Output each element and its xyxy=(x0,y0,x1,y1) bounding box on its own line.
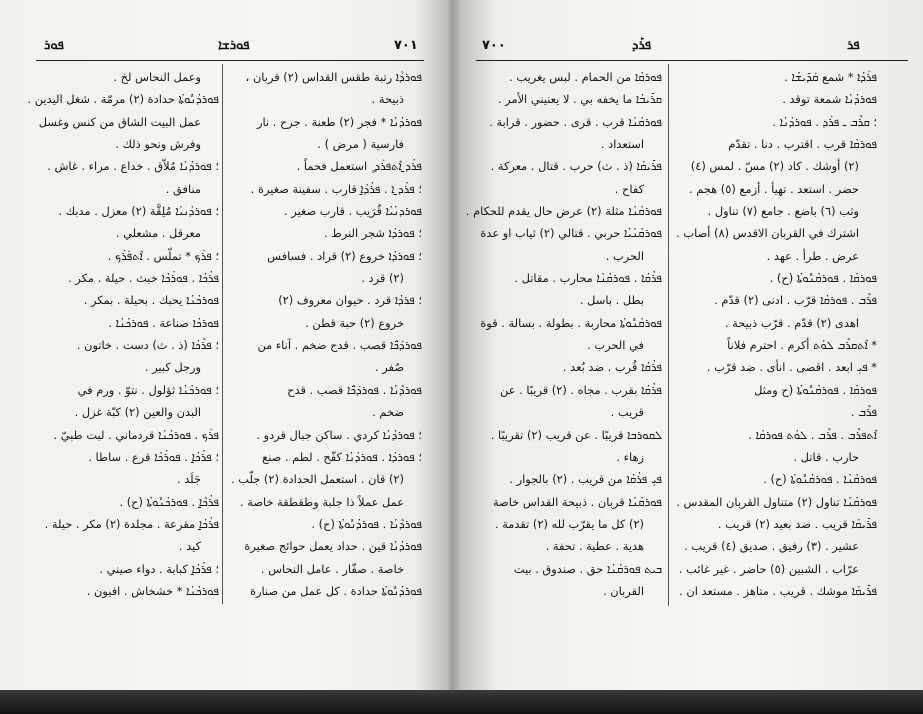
dictionary-line: ܦܪܺܝܩܳܐ (ذ . ث) حرب . قتال . معركة . xyxy=(490,159,662,174)
left-header-rule xyxy=(36,60,424,61)
dictionary-line: ܦܘܪܩܳܢܳܐ قرب . قرى . حضور . قرابة . xyxy=(489,114,662,129)
dictionary-line: ܦܪܳܟ̱ܳܐ مقرعة . مجلدة (٢) مكر . حيلة . xyxy=(44,516,219,531)
dictionary-line: ܦܘܪܕܵܐ رتبة طقس القداس (٢) قربان ، xyxy=(245,70,422,84)
dictionary-line: ܦܪܶܒ . ܦܘܪܩܳܐ قرّب . ادنى (٢) قدّم . xyxy=(714,293,877,308)
dictionary-line: اشترك في القربان الاقدس (٨) أصاب . xyxy=(676,226,859,241)
left-running-head-center: ܦܘܪܫܐ xyxy=(218,38,250,53)
dictionary-line: خاصة . صفّار . عامل النحاس . xyxy=(260,561,404,576)
dictionary-line: ؛ ܦܪܶܟܳܐ (ذ . ث) دست . خاتون . xyxy=(76,338,219,353)
dictionary-line: ܦܘܪܕܰܟ̈ܶܐ قصب . قدح ضخم . آناء من xyxy=(257,338,422,353)
dictionary-line: ܦܪܳܟ̱ܶܐ . ܦܘܪܟܳܢܽܘܬܳܐ (ح) . xyxy=(119,494,219,509)
dictionary-line: حضر . استعد . تهيأ . أزمع (٥) هجم . xyxy=(688,181,859,196)
dictionary-line: ܦܘܪܕܢܳܝܳܐ قُرَيب . قارب صغير . xyxy=(284,204,422,219)
dictionary-line: خروع (٢) حبة قطن . xyxy=(305,315,404,330)
dictionary-line: ܦܘܪܕܳܢܳܐ * فجر (٢) طعنة . جرح . نار xyxy=(256,114,422,129)
dictionary-line: ܦܘܪܕܳܢܳܐ شمعة توقد . xyxy=(782,92,877,107)
dictionary-line: ܦܘܪܩܳܐ من الحمام . لبس يغريب . xyxy=(509,70,662,84)
dictionary-line: ؛ ܦܪܳܟ̱ܳܐ . ܦܘܪܳܟܳܐ قرع . ساطا . xyxy=(88,449,219,464)
dictionary-line: ؛ ܦܘܪܕܳܢܳܐ مُلاّق . خداع . مراء . غاش . xyxy=(47,159,219,174)
dictionary-line: ܦܘܪܕܳܢܽܘܬܳܐ حدادة (٢) مرمّة . شغل اليدين . xyxy=(27,92,219,107)
dictionary-line: ܦܪܳܩܳܐ قُرب . ضد بُعد . xyxy=(562,360,662,375)
dictionary-line: ؛ ܦܪܰܟ * تملّس . ܐܶܬܦܰܪܰܟ . xyxy=(107,248,219,263)
left-running-head-corner: ܦܘܪ xyxy=(44,38,64,53)
dictionary-line: ضخم . xyxy=(372,405,404,420)
scanner-bottom-edge xyxy=(0,690,923,714)
dictionary-line: فارسية ( مرض ) . xyxy=(317,137,404,152)
dictionary-line: زهاء . xyxy=(616,449,644,464)
dictionary-line: ܦܪܰܕܳܐ * شمع ܩܰܕܺܝܫܳܐ . xyxy=(784,70,877,84)
dictionary-line: (٢) أوشك . كاد (٢) مسّ . لمس (٤) xyxy=(690,159,859,174)
dictionary-line: ܠܩܘܪܒܐ قريبًا . عن قريب (٢) تقريبًا . xyxy=(490,427,662,442)
dictionary-line: ؛ ܦܘܪܕܳܐ . ܦܘܪܕܳܢܳܐ كفّح . لطم . صنع xyxy=(262,449,422,464)
dictionary-line: ܦܪܳܟܳܐ . ܦܘܪܳܟܳܐ خبث . حيلة . مكر . xyxy=(68,271,219,286)
dictionary-line: ܦܪܳܕ̱ ܐܶܬܦܪܰܕ ٍ استعمل فحماً . xyxy=(296,159,422,174)
dictionary-line: ؛ ܦܘܪܕܳܐ خروع (٢) قراد . فسافس xyxy=(267,248,422,263)
dictionary-line: ؛ ܩܪܶܒ ـ ܦܪܰܕ . ܦܘܪܕܳܢܳܐ . xyxy=(772,114,877,129)
dictionary-line: * ܐܶܬܩܪܶܒ ܠܘܳܬ أكرم . احترم فلاناً xyxy=(727,338,877,353)
dictionary-line: وفرش ونحو ذلك . xyxy=(115,137,201,152)
dictionary-line: ورجل كبير . xyxy=(144,360,201,375)
dictionary-line: البدن والعين (٢) كبّة غزل . xyxy=(74,405,201,420)
dictionary-line: معرقل . مشعلي . xyxy=(115,226,201,241)
dictionary-line: ܦܪܰܟ . ܦܘܪܟܳܢܳܐ قردماني . لبت طبيّ . xyxy=(53,427,219,442)
dictionary-line: ؛ ܦܪܳܕ̱ ܐ . ܦܪܳܕ̱ܳܐ قارب . سفينة صغيرة . xyxy=(250,181,422,196)
dictionary-line: عمل البيت الشاق من كنس وغسل xyxy=(38,114,201,129)
dictionary-line: الحرب . xyxy=(605,248,644,263)
right-column-outer xyxy=(672,66,877,602)
left-page xyxy=(0,0,446,690)
dictionary-line: ܦܘܪܕܶܢܳܐ . ܦܘܪܕܰܟ̈ܳܐ قصب . قدح xyxy=(287,382,422,397)
dictionary-line: (٢) قرد . xyxy=(361,271,404,286)
dictionary-line: ܦܘܪܩܳܢܳܐ قربان . ذبيحة القداس خاصة xyxy=(492,494,662,509)
right-column-divider xyxy=(668,64,669,606)
dictionary-line: كيد . xyxy=(178,539,201,554)
dictionary-line: حارب . قاتل . xyxy=(793,449,859,464)
dictionary-line: جَلَد . xyxy=(176,472,201,487)
dictionary-line: ܦܘܪܕܶܢܳܐ . ܦܘܪܕܳܢܽܘܬܳܐ (ح) . xyxy=(311,516,422,531)
dictionary-line: ܦܪܺܝܩܳܐ قريب . ضد بعيد (٢) قريب . xyxy=(717,516,877,531)
dictionary-line: ؛ ܦܪܳܟ̱ܳܐ كبابة . دواء صيني . xyxy=(99,561,219,576)
dictionary-line: ܦܘܪܩܳܢܳܐ مثلة (٢) عرض حال يقدم للحكام . xyxy=(465,204,662,219)
dictionary-line: ܦܪܺܝܩܳܐ موشك . قريب . متاهز . مستعد ان . xyxy=(679,583,877,598)
right-running-head-center: ܦܪܰܕ xyxy=(632,38,652,53)
dictionary-line: ܦܝܼ ܦܪܳܩܳܐ من قريب . (٢) بالجوار . xyxy=(509,472,662,487)
dictionary-line: هدية . عطية . تحفة . xyxy=(545,539,644,554)
dictionary-line: ܦܘܪܟܳܐ صناعة . ܦܘܪܟܳܢܳܐ . xyxy=(108,315,219,330)
dictionary-line: ܦܘܪܕܳܢܽܘܬܳܐ حدادة . كل عمل من صنارة xyxy=(250,583,422,598)
dictionary-line: اهدى (٢) قدّم . قرّب ذبيحة . xyxy=(724,315,859,330)
dictionary-line: ܦܘܪܩܳܢܳܝܳܐ حربي . قتالي (٢) ثياب او عدة xyxy=(480,226,662,241)
dictionary-line: ܦܘܪܟܳܢܳܐ * خشخاش . افيون . xyxy=(86,583,219,598)
dictionary-line: ؛ ܦܘܪܕܳܢܳܐ كردي . ساكن جبال قردو . xyxy=(256,427,422,442)
right-running-head-corner: ܦܪ xyxy=(847,38,860,53)
dictionary-line: عمل عملاً ذا جلبة وطقطقة خاصة . xyxy=(240,494,404,509)
left-column-divider xyxy=(222,64,223,604)
dictionary-line: في الحرب . xyxy=(587,338,644,353)
dictionary-line: قريب . xyxy=(610,405,644,420)
dictionary-line: بطل . باسل . xyxy=(579,293,644,308)
dictionary-line: عرّاب . الشبين (٥) حاضر . غير غائب . xyxy=(678,561,859,576)
left-page-number: ٧٠١ xyxy=(394,38,418,53)
dictionary-line: ܦܘܪܩܳܢܳܐ تناول (٢) متناول القربان المقدس . xyxy=(676,494,877,509)
dictionary-line: ܦܘܪܟܳܢܳܐ يحبك . بحيلة . بمكر . xyxy=(83,293,219,308)
right-column-inner xyxy=(465,66,662,602)
dictionary-line: ذبيحة . xyxy=(371,92,404,107)
dictionary-line: ܦܪܶܒ . xyxy=(850,405,877,420)
dictionary-line: ܐܶܬܦܪܶܒ . ܦܪܶܒ . ܠܘܳܬ ܦܘܪܩܳܐ . xyxy=(748,427,877,442)
dictionary-line: وعمل النحاس لخ . xyxy=(113,70,201,84)
dictionary-line: استعداد . xyxy=(600,137,644,152)
dictionary-line: ܦܪܳܩܳܐ . ܦܘܪܩܳܢܳܐ محارب . مقاتل . xyxy=(514,271,662,286)
left-column-inner xyxy=(226,66,422,602)
dictionary-line: عشير . (٣) رفيق . صديق (٤) قريب . xyxy=(684,539,859,554)
dictionary-line: صُفر . xyxy=(375,360,404,375)
dictionary-line: ܦܘܪܕܳܢܳܐ قين . حداد يعمل حوائج صغيرة xyxy=(244,539,422,554)
dictionary-line: ܦܘܪܩܳܐ قرب . اقترب . دنا . تقدّم xyxy=(728,137,877,152)
dictionary-line: منافق . xyxy=(165,181,201,196)
right-page-number: ٧٠٠ xyxy=(482,38,506,53)
dictionary-line: ܦܘܪܩܳܢܳܐ . ܦܘܪܩܳܢܽܘܬܳܐ (ح) . xyxy=(763,472,877,487)
dictionary-line: وثب (٦) باضع . جامع (٧) تناول . xyxy=(707,204,859,219)
dictionary-line: كفاح . xyxy=(614,181,644,196)
dictionary-line: عرض . طرأ . عهد . xyxy=(766,248,859,263)
dictionary-line: ؛ ܦܘܪܕܳܢܝܳܐ مُلِقَّة (٢) معزل . مدبك . xyxy=(58,204,219,219)
dictionary-line: ؛ ܦܘܪܟܳܢܳܐ ثؤلول . نتوّ . ورم في xyxy=(77,382,219,397)
dictionary-line: (٢) كل ما يقرّب لله (٢) تقدمة . xyxy=(494,516,644,531)
left-column-outer xyxy=(27,66,219,602)
dictionary-line: ؛ ܦܪܕܳܐ قرد . حيوان معروف (٢) xyxy=(278,293,422,308)
dictionary-line: * ܦܝܼ ابعد . اقصى . انأى . ضد قرّب . xyxy=(706,360,877,375)
dictionary-line: (٢) قان . استعمل الحدادة (٢) جلّب . xyxy=(231,472,404,487)
dictionary-line: ؛ ܦܘܪܕܳܐ شجر النرط . xyxy=(324,226,422,241)
dictionary-line: ܦܪܳܩܳܐ بقرب . مجاه . (٢) قريبًا . عن xyxy=(500,382,662,397)
right-header-rule xyxy=(476,60,908,61)
dictionary-line: ܦܘܪܩܳܢܽܘܬܳܐ محاربة . بطولة . بسالة . قوة xyxy=(480,315,662,330)
dictionary-line: ܦܘܪܩܳܐ . ܦܘܪܩܳܢܽܘܬܳܐ (ح ومثل xyxy=(754,382,877,397)
dictionary-line: ܦܘܪܩܳܐ . ܦܘܪܩܳܢܽܘܬܳܐ (ح) . xyxy=(769,271,877,286)
dictionary-line: ܩܪܺܝܒܳܐ ما يخفه بي . لا يعنيني الأمر . xyxy=(497,92,662,107)
dictionary-line: القربان . xyxy=(603,583,644,598)
dictionary-line: ܒܝܬ ܦܘܪܩܳܢܳܐ حق . صندوق . بيت xyxy=(513,561,662,576)
